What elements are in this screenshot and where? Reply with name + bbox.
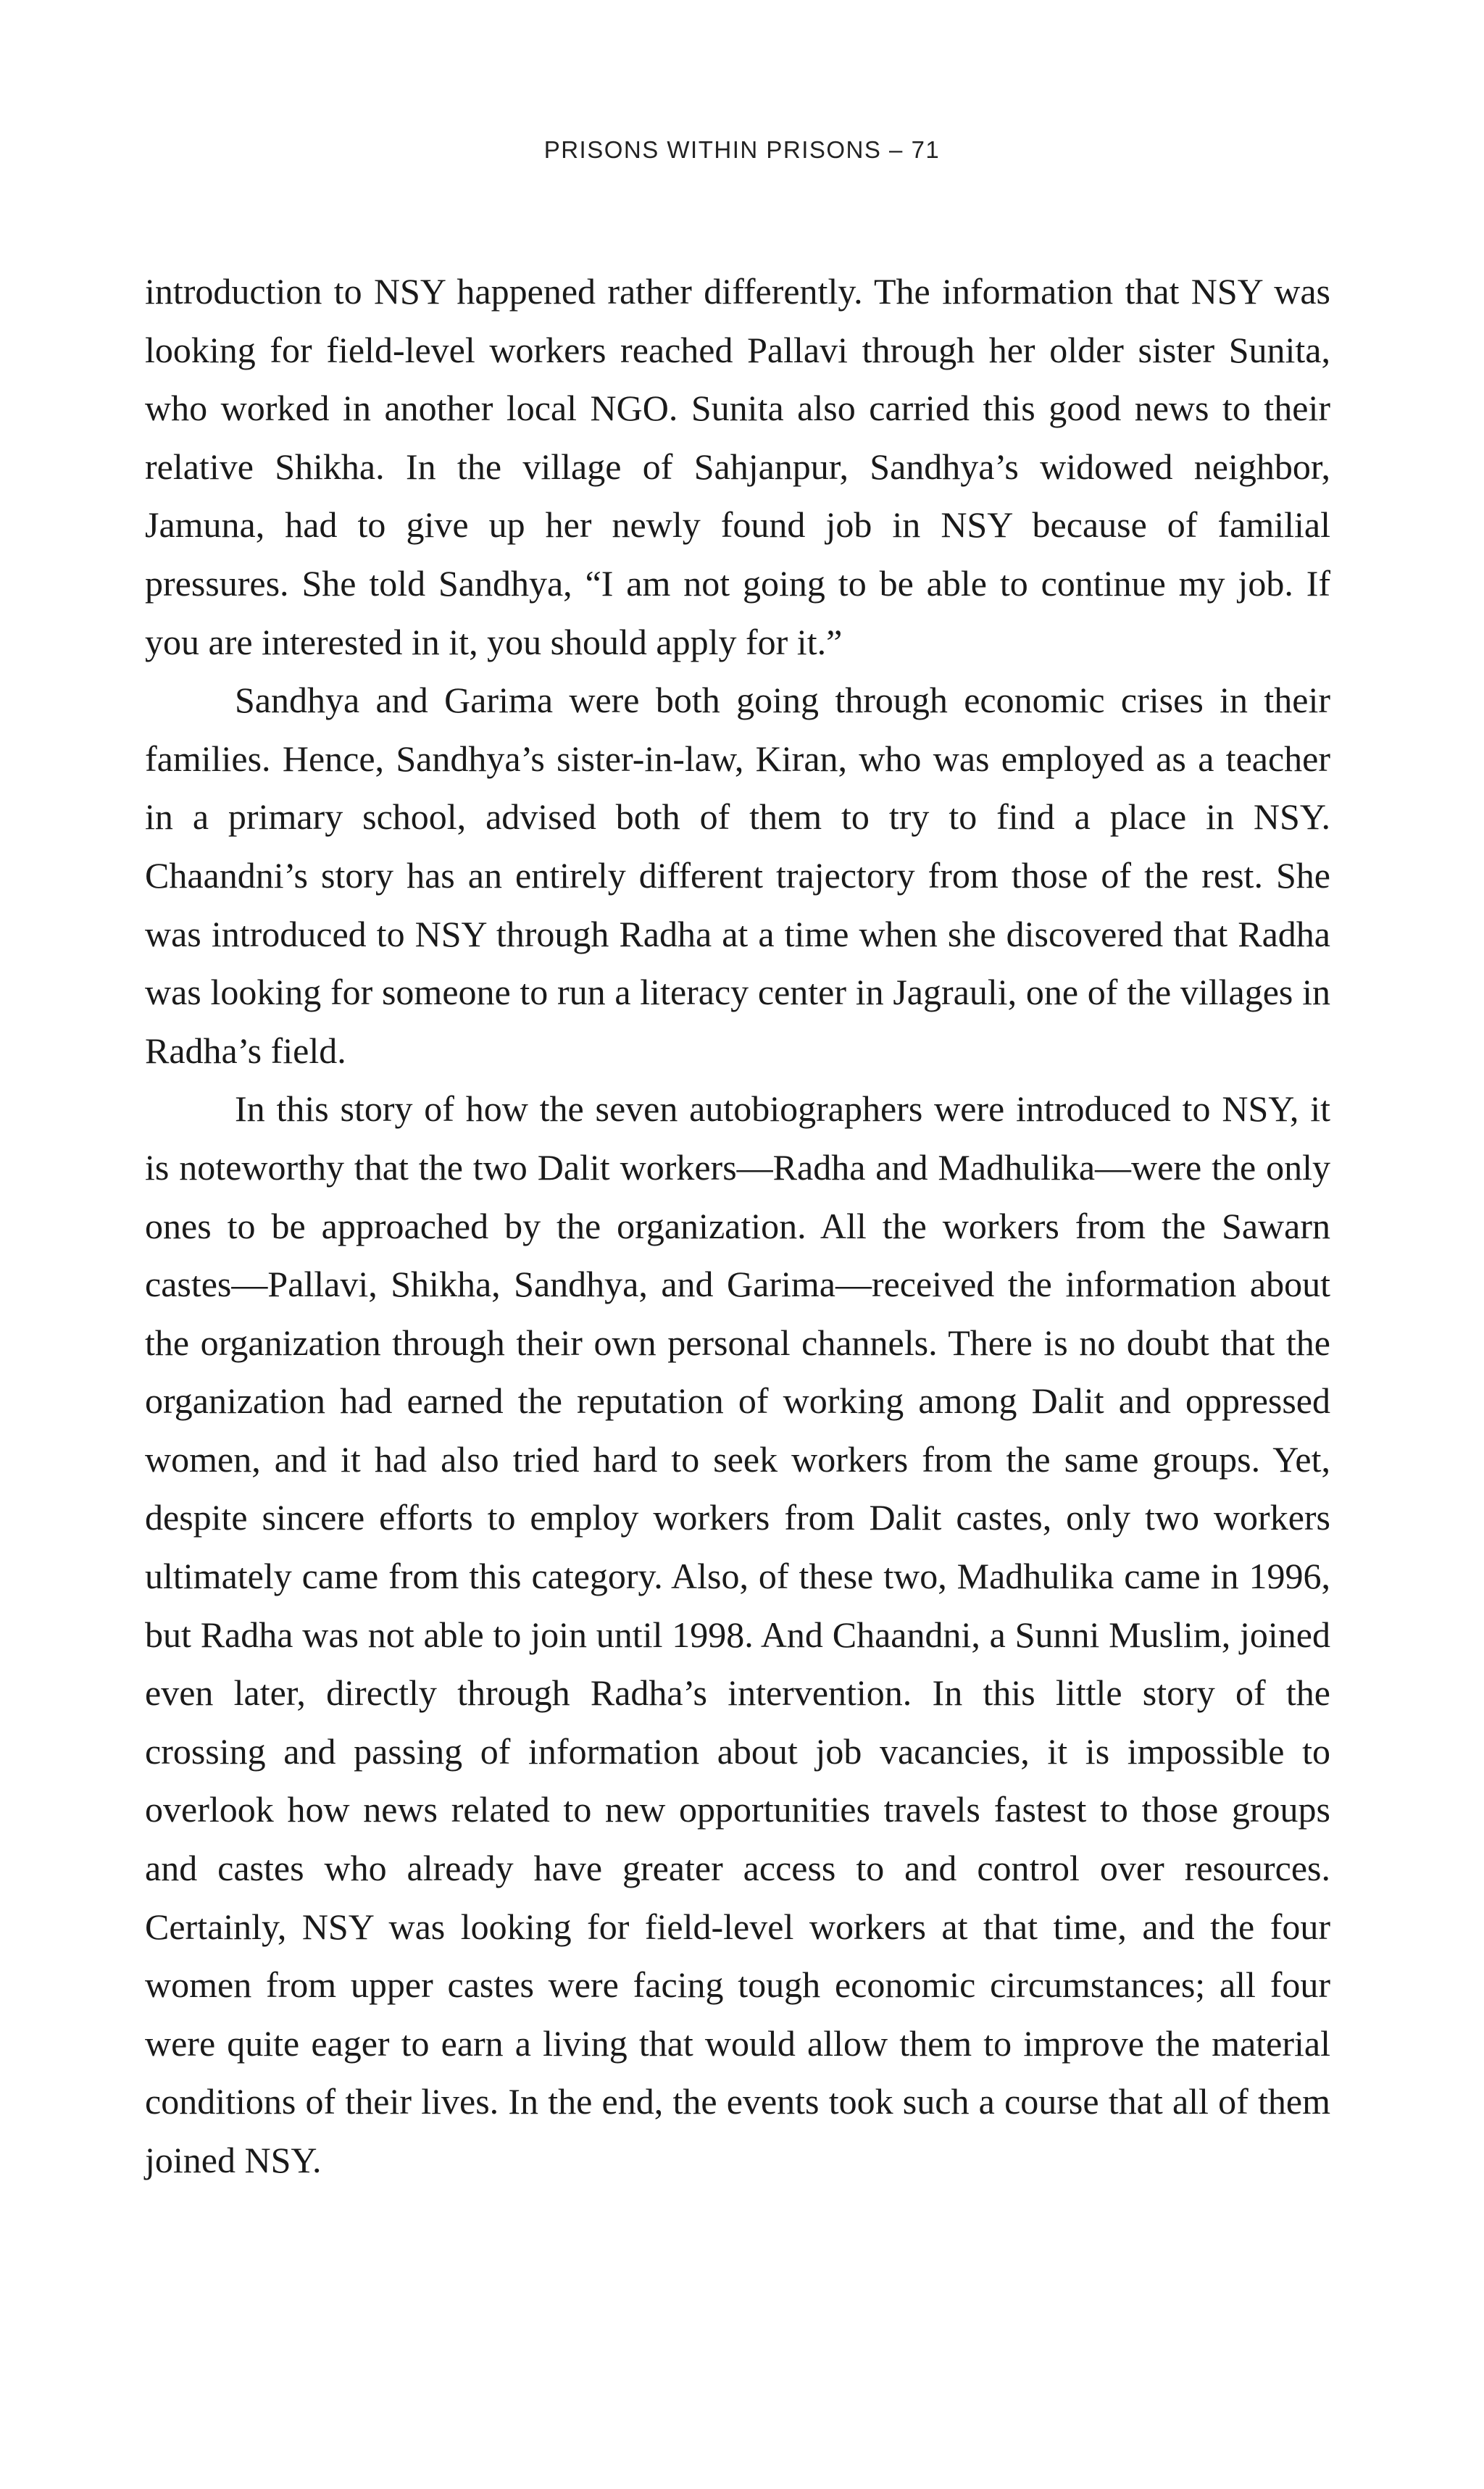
paragraph-continued: introduction to NSY happened rather differently. The information that NSY was looking for field-level workers reached Pallavi through her older sister Sunita, who worked in another local NGO. Sunita also carried this good news to their relative Shikha. In the village of Sahjanpur, Sandhya’s widowed neighbor, Jamuna, had to give up her newly found job in NSY because of familial pressures. She told Sandhya, “I am not going to be able to continue my job. If you are interested in it, you should apply for it.” [145, 271, 1330, 662]
running-head: PRISONS WITHIN PRISONS – 71 [543, 136, 941, 163]
paragraph-economic-crises: Sandhya and Garima were both going through economic crises in their families. Hence, Sandhya’s sister-in-law, Kiran, who was employed as a teacher in a primary school, advised both of them to try to find a place in NSY. Chaandni’s story has an entirely different trajectory from those of the rest. She was introduced to NSY through Radha at a time when she discovered that Radha was looking for someone to run a literacy center in Jagrauli, one of the villages in Radha’s field. [145, 680, 1330, 1071]
paragraph-autobiographers: In this story of how the seven autobiographers were introduced to NSY, it is noteworthy that the two Dalit workers—Radha and Madhulika—were the only ones to be approached by the organization. All the workers from the Sawarn castes—Pallavi, Shikha, Sandhya, and Garima—received the information about the organization through their own personal channels. There is no doubt that the organization had earned the reputation of working among Dalit and oppressed women, and it had also tried hard to seek workers from the same groups. Yet, despite sincere efforts to employ workers from Dalit castes, only two workers ultimately came from this category. Also, of these two, Madhulika came in 1996, but Radha was not able to join until 1998. And Chaandni, a Sunni Muslim, joined even later, directly through Radha’s intervention. In this little story of the crossing and passing of information about job vacancies, it is impossible to overlook how news related to new opportunities travels fastest to those groups and castes who already have greater access to and control over resources. Certainly, NSY was looking for field-level workers at that time, and the four women from upper castes were facing tough economic circumstances; all four were quite eager to earn a living that would allow them to improve the material conditions of their lives. In the end, the events took such a course that all of them joined NSY. [145, 1088, 1330, 2180]
body-text [145, 262, 1330, 2190]
